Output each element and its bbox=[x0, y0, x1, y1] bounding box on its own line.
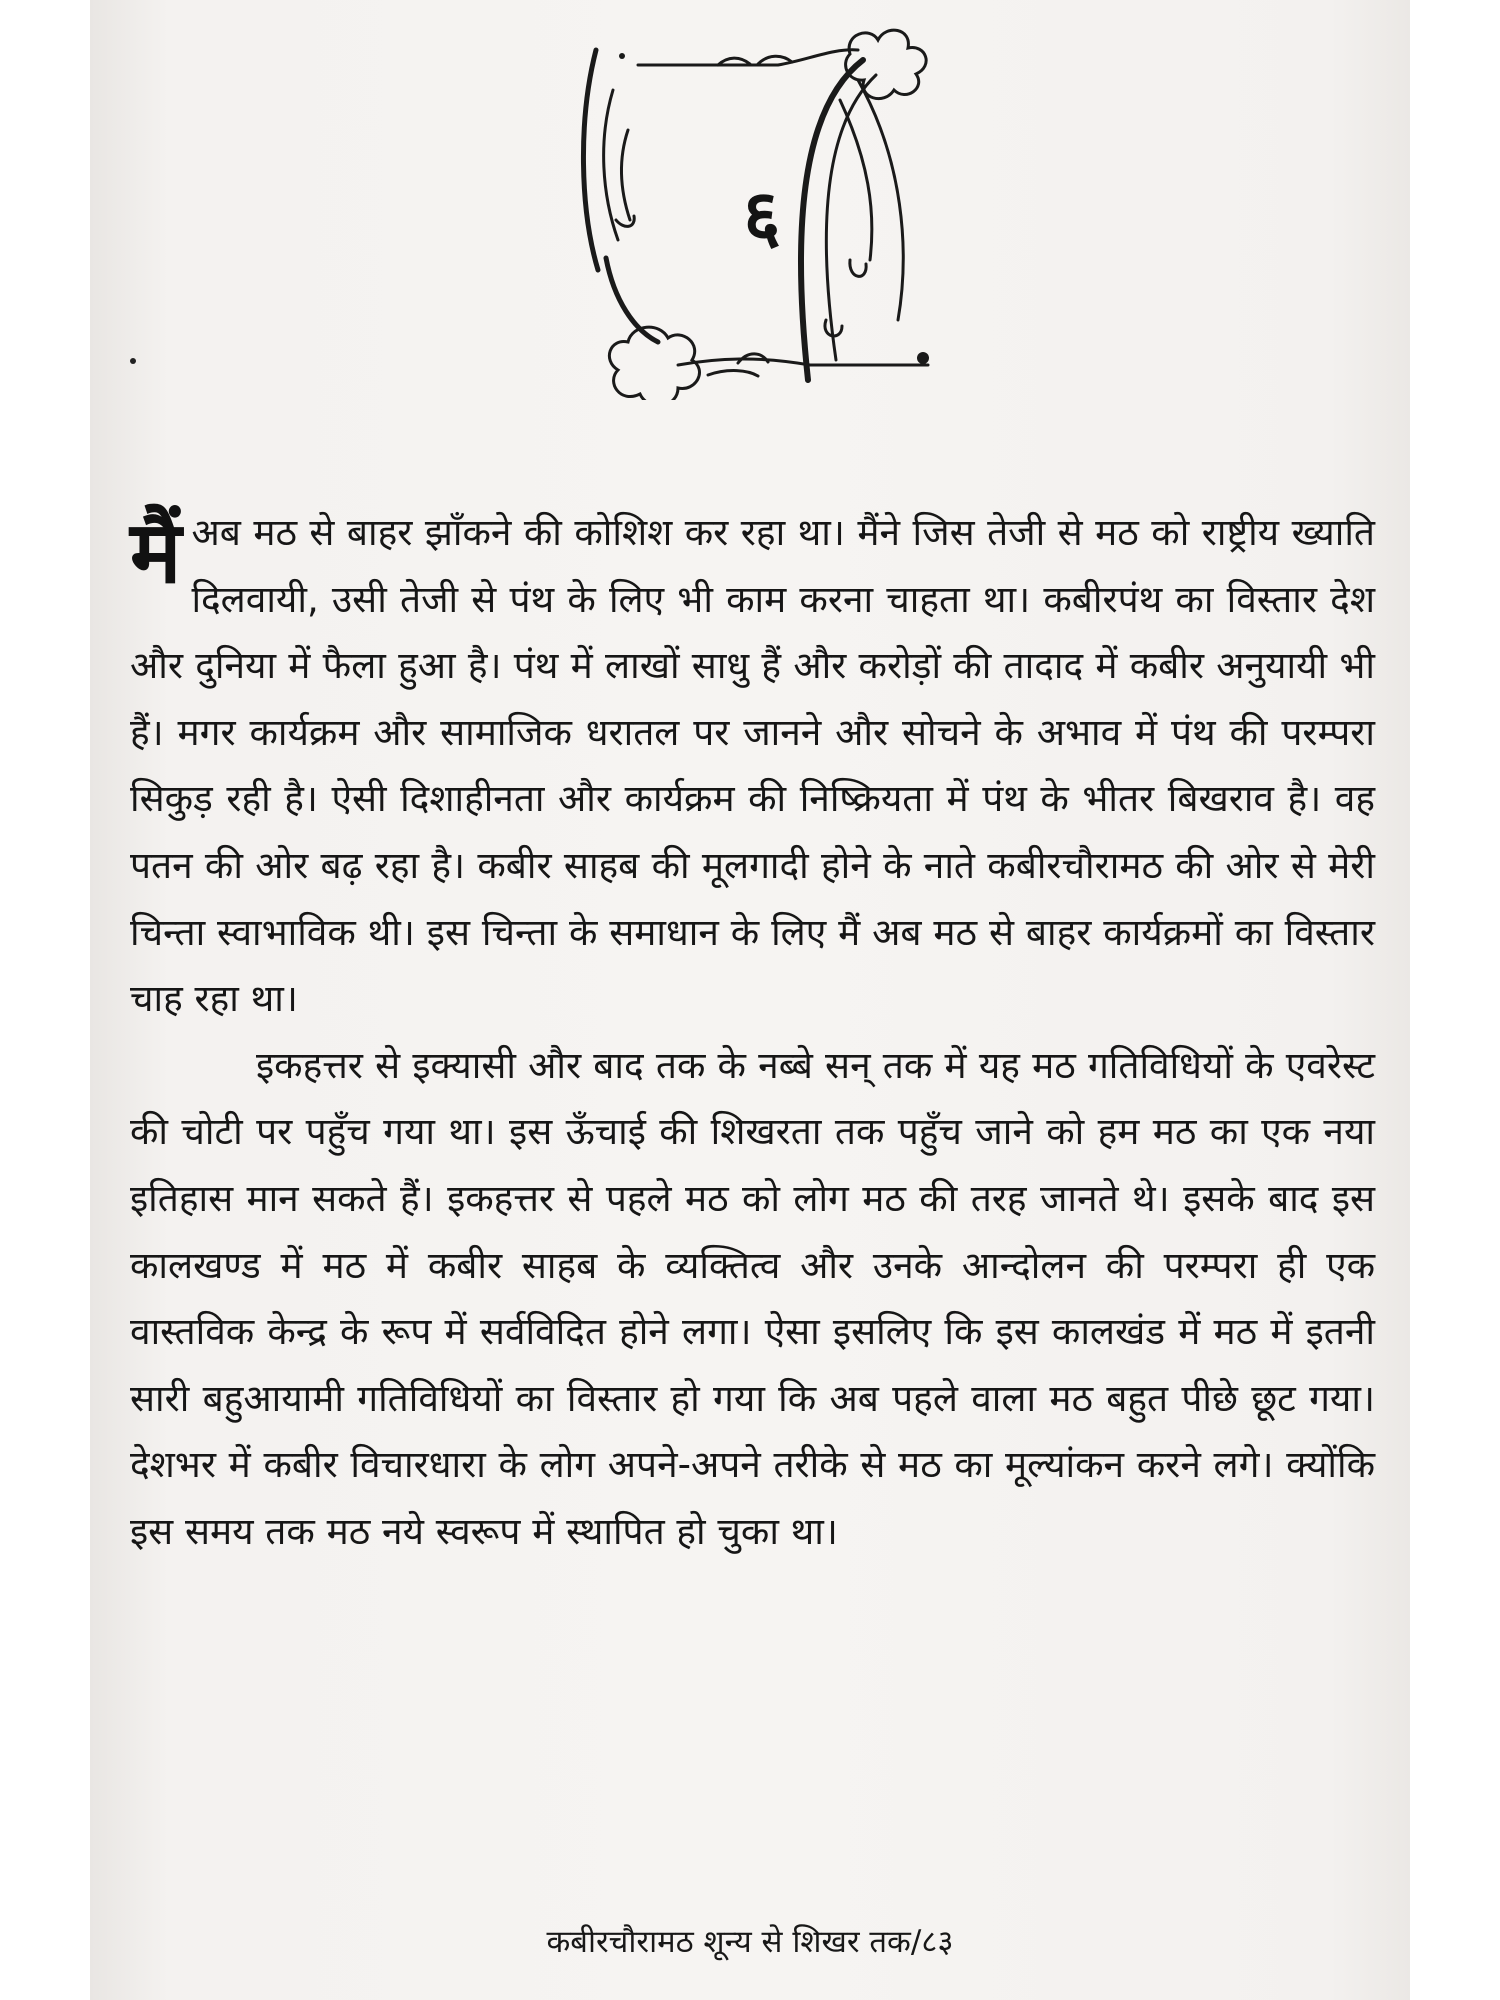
paragraph-2: इकहत्तर से इक्यासी और बाद तक के नब्बे सन् तक में यह मठ गतिविधियों के एवरेस्ट की चोटी पर पहुँच गया था। इस ऊँचाई की शिखरता तक पहुँच जाने को हम मठ का एक नया इतिहास मान सकते हैं। इकहत्तर से पहले मठ को लोग मठ की तरह जानते थे। इसके बाद इस कालखण्ड में मठ में कबीर साहब के व्यक्तित्व और उनके आन्दोलन की परम्परा ही एक वास्तविक केन्द्र के रूप में सर्वविदित होने लगा। ऐसा इसलिए कि इस कालखंड में मठ में इतनी सारी बहुआयामी गतिविधियों का विस्तार हो गया कि अब पहले वाला मठ बहुत पीछे छूट गया। देशभर में कबीर विचारधारा के लोग अपने-अपने तरीके से मठ का मूल्यांकन करने लगे। क्योंकि इस समय तक मठ नये स्वरूप में स्थापित हो चुका था। bbox=[130, 1043, 1375, 1553]
chapter-body bbox=[130, 500, 1375, 1566]
paragraph-1 bbox=[130, 500, 1375, 1033]
paragraph-1-text: अब मठ से बाहर झाँकने की कोशिश कर रहा था। मैंने जिस तेजी से मठ को राष्ट्रीय ख्याति दिलवायी, उसी तेजी से पंथ के लिए भी काम करना चाहता था। कबीरपंथ का विस्तार देश और दुनिया में फैला हुआ है। पंथ में लाखों साधु हैं और करोड़ों की तादाद में कबीर अनुयायी भी हैं। मगर कार्यक्रम और सामाजिक धरातल पर जानने और सोचने के अभाव में पंथ की परम्परा सिकुड़ रही है। ऐसी दिशाहीनता और कार्यक्रम की निष्क्रियता में पंथ के भीतर बिखराव है। वह पतन की ओर बढ़ रहा है। कबीर साहब की मूलगादी होने के नाते कबीरचौरामठ की ओर से मेरी चिन्ता स्वाभाविक थी। इस चिन्ता के समाधान के लिए मैं अब मठ से बाहर कार्यक्रमों का विस्तार चाह रहा था। bbox=[130, 511, 1375, 1021]
book-page bbox=[90, 0, 1410, 2000]
page-footer: कबीरचौरामठ शून्य से शिखर तक/८३ bbox=[546, 1924, 954, 1960]
ink-speck bbox=[130, 358, 136, 364]
chapter-number: ६ bbox=[743, 174, 781, 258]
drop-cap: मैं bbox=[130, 503, 182, 603]
